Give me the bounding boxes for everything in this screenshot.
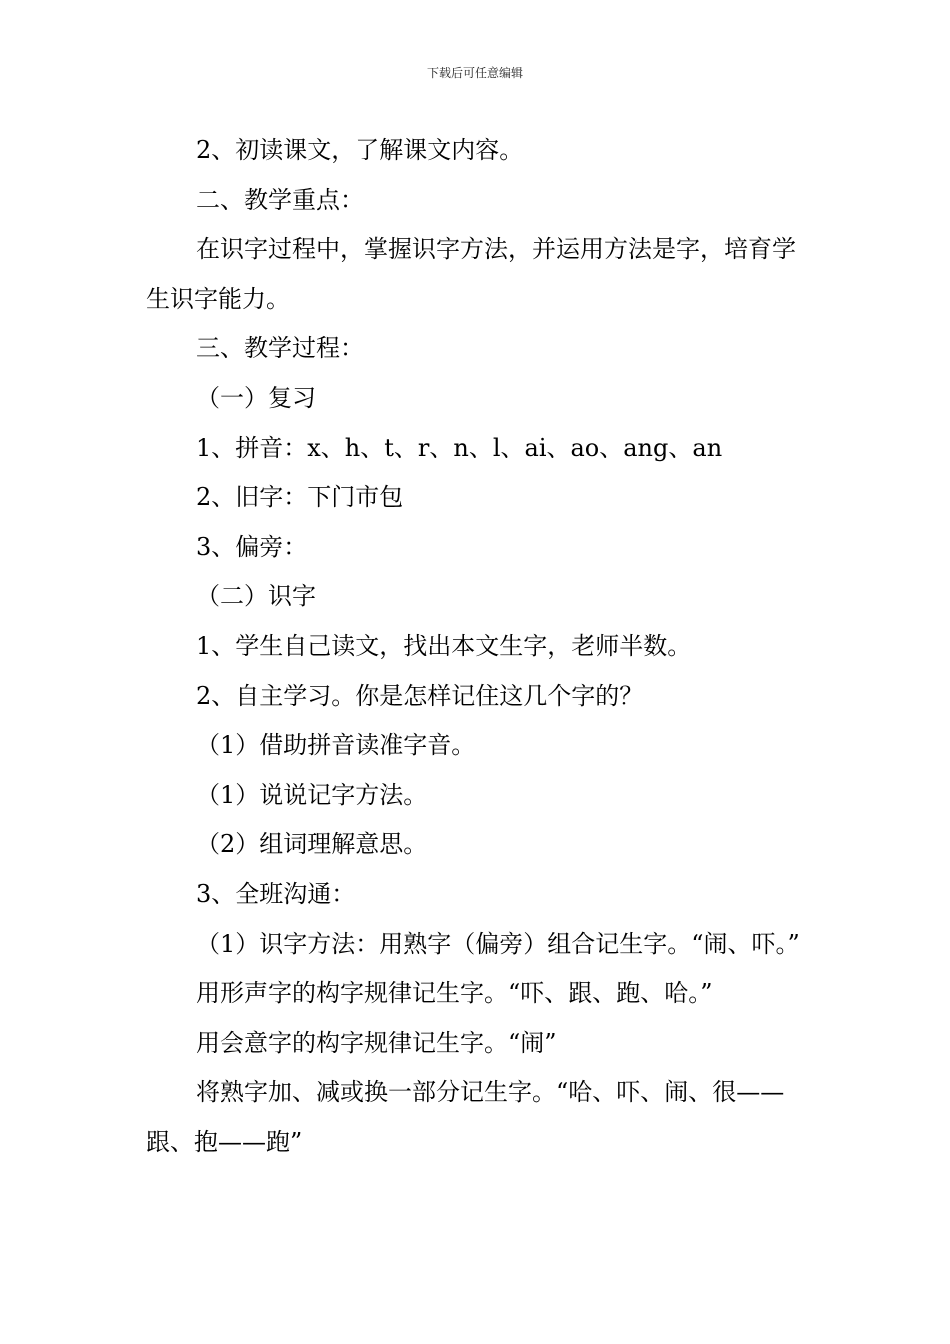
paragraph: 用会意字的构字规律记生字。“闹” [196,1028,557,1057]
paragraph: 用形声字的构字规律记生字。“吓、跟、跑、哈。” [196,979,713,1008]
section-heading: 二、教学重点： [196,185,364,214]
document-body [146,126,810,1167]
paragraph: （1）说说记字方法。 [196,780,428,809]
paragraph: （1）识字方法：用熟字（偏旁）组合记生字。“闹、吓。” [196,929,800,958]
paragraph: 将熟字加、减或换一部分记生字。“哈、吓、闹、很——跟、抱——跑” [146,1078,785,1156]
paragraph: 在识字过程中，掌握识字方法，并运用方法是字，培育学生识字能力。 [146,235,796,313]
paragraph: 1、学生自己读文，找出本文生字，老师半数。 [196,631,692,660]
paragraph: 3、全班沟通： [196,879,356,908]
paragraph: 1、拼音：x、h、t、r、n、l、ai、ao、ang、an [196,433,723,462]
subsection-heading: （一）复习 [196,383,316,412]
subsection-heading: （二）识字 [196,582,316,611]
paragraph: 2、自主学习。你是怎样记住这几个字的？ [196,681,644,710]
paragraph: 2、初读课文，了解课文内容。 [196,136,524,164]
paragraph: 3、偏旁： [196,532,308,561]
section-heading: 三、教学过程： [196,334,364,363]
paragraph: （1）借助拼音读准字音。 [196,731,476,760]
paragraph: （2）组词理解意思。 [196,830,428,859]
paragraph: 2、旧字：下门市包 [196,483,404,512]
page-header: 下载后可任意编辑 [426,66,523,80]
